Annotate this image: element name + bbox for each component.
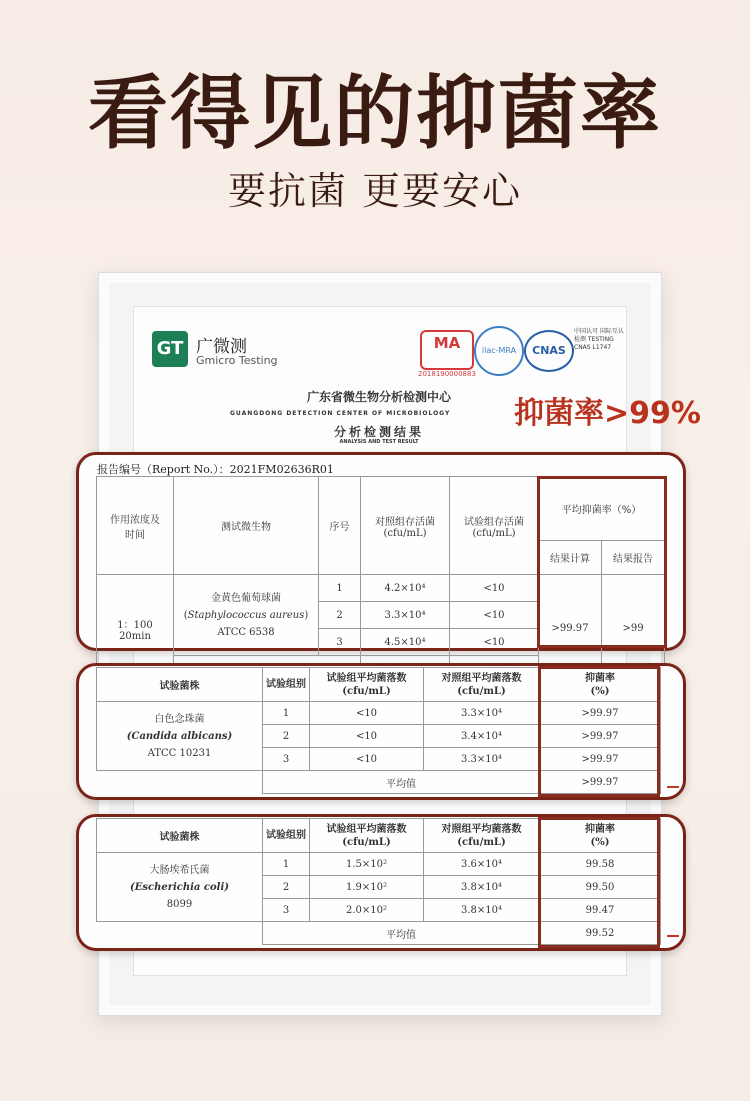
header-control-label: 对照组平均菌落数: [441, 823, 522, 835]
avg-rate: 99.52: [540, 922, 661, 945]
report-value: >99: [602, 575, 665, 683]
organism-cn: 金黄色葡萄球菌: [211, 592, 281, 604]
table-cell: 99.47: [540, 899, 661, 922]
logo-name-en: Gmicro Testing: [196, 354, 278, 367]
panel-staphylococcus: [76, 452, 686, 651]
organism-strain: 8099: [166, 898, 193, 910]
header-report: 结果报告: [602, 541, 665, 575]
header-control-unit: (cfu/mL): [457, 836, 506, 848]
header-rate-unit: (%): [590, 836, 610, 848]
table-cell: >99.97: [540, 748, 661, 771]
table-cell: 1: [263, 853, 310, 876]
organism-latin: (Escherichia coli): [130, 881, 229, 893]
header-control-unit: (cfu/mL): [383, 527, 427, 539]
panel-ecoli: [76, 814, 686, 951]
table-cell: 1: [319, 575, 361, 602]
table-cell: <10: [450, 602, 539, 629]
table-cell: >99.97: [540, 702, 661, 725]
table-cell: 2.0×10²: [310, 899, 424, 922]
header-strain: 试验菌株: [97, 668, 263, 702]
table-cell: 1: [263, 702, 310, 725]
header-rate-label: 抑菌率: [585, 823, 615, 835]
organism-cell: 金黄色葡萄球菌 (Staphylococcus aureus) ATCC 6538: [174, 575, 319, 656]
logo-name-cn: 广微测: [196, 337, 247, 357]
avg-label: 平均值: [263, 922, 540, 945]
header-test: [310, 819, 424, 853]
table-cell: 4.2×10⁴: [361, 575, 450, 602]
header-rate-unit: (%): [590, 685, 610, 697]
cma-number: 2018190000883: [418, 370, 476, 378]
hero-subtitle: 要抗菌 更要安心: [227, 169, 523, 213]
header-test-unit: (cfu/mL): [472, 527, 516, 539]
conc-value: 1：100: [117, 619, 153, 631]
cnas-text: 中国认可 国际互认 检测 TESTING CNAS L1747: [574, 328, 624, 351]
header-test-unit: (cfu/mL): [342, 685, 391, 697]
header-group: 试验组别: [263, 819, 310, 853]
header-test-label: 试验组存活菌: [464, 516, 524, 528]
inhibition-rate-callout: 抑菌率>99%: [514, 396, 701, 431]
time-value: 20min: [119, 630, 151, 642]
table-cell: 1.9×10²: [310, 876, 424, 899]
organism-cn: 白色念珠菌: [154, 713, 205, 725]
hero-title: 看得见的抑菌率: [88, 67, 662, 160]
header-control: [424, 819, 540, 853]
header-calc: 结果计算: [539, 541, 602, 575]
table-cell: 3: [263, 748, 310, 771]
header-rate-label: 抑菌率: [585, 672, 615, 684]
cnas-icon: CNAS: [524, 330, 574, 372]
table-cell: 3.8×10⁴: [424, 876, 540, 899]
header-control: [361, 477, 450, 575]
table-cell: [97, 922, 263, 945]
table-cell: 4.5×10⁴: [361, 629, 450, 656]
organism-cn: 大肠埃希氏菌: [149, 864, 210, 876]
header-control-label: 对照组存活菌: [375, 516, 435, 528]
table-cell: <10: [450, 575, 539, 602]
doc-subtitle-cn: 分析检测结果: [333, 425, 424, 439]
ilac-mra-icon: ilac-MRA: [474, 326, 524, 376]
header-test-label: 试验组平均菌落数: [326, 823, 407, 835]
doc-title-en: GUANGDONG DETECTION CENTER OF MICROBIOLOGY: [230, 410, 451, 417]
table-cell: 2: [319, 602, 361, 629]
header-test-label: 试验组平均菌落数: [326, 672, 407, 684]
table-cell: <10: [310, 748, 424, 771]
header-strain: 试验菌株: [97, 819, 263, 853]
table-cell: 2: [263, 725, 310, 748]
header-organism: 测试微生物: [174, 477, 319, 575]
report-number: 报告编号（Report No.）：2021FM02636R01: [97, 463, 334, 476]
gmicro-logo-icon: GT: [152, 331, 188, 367]
table-cell: [97, 771, 263, 794]
header-control-label: 对照组平均菌落数: [441, 672, 522, 684]
organism-strain: ATCC 6538: [217, 626, 275, 638]
side-mark: [667, 786, 679, 788]
header-test-unit: (cfu/mL): [342, 836, 391, 848]
organism-strain: ATCC 10231: [147, 747, 212, 759]
header-control-unit: (cfu/mL): [457, 685, 506, 697]
table-cell: 3: [319, 629, 361, 656]
organism-latin: Staphylococcus aureus: [187, 609, 305, 621]
header-avg-rate: 平均抑菌率（%）: [539, 477, 665, 541]
table-cell: <10: [310, 725, 424, 748]
table-cell: <10: [450, 629, 539, 656]
header-test: [450, 477, 539, 575]
avg-label: 平均值: [263, 771, 540, 794]
table-cell: 3: [263, 899, 310, 922]
organism-latin: (Candida albicans): [126, 730, 233, 742]
table-cell: 3.3×10⁴: [424, 702, 540, 725]
table-cell: 99.50: [540, 876, 661, 899]
table-cell: 3.8×10⁴: [424, 899, 540, 922]
header-test: [310, 668, 424, 702]
cma-seal-icon: MA: [420, 330, 474, 370]
calc-value: >99.97: [539, 575, 602, 683]
doc-title-cn: 广东省微生物分析检测中心: [306, 390, 451, 404]
header-control: [424, 668, 540, 702]
panel-candida: [76, 663, 686, 800]
organism-cell: [97, 853, 263, 922]
table-cell: 2: [263, 876, 310, 899]
table-cell: 3.3×10⁴: [361, 602, 450, 629]
table-cell: >99.97: [540, 725, 661, 748]
side-mark: [667, 935, 679, 937]
doc-subtitle-en: ANALYSIS AND TEST RESULT: [339, 439, 419, 445]
header-group: 试验组别: [263, 668, 310, 702]
avg-rate: >99.97: [540, 771, 661, 794]
rate-highlight: [538, 817, 660, 948]
table-cell: 3.6×10⁴: [424, 853, 540, 876]
rate-highlight: [538, 666, 660, 797]
header-conc: 作用浓度及时间: [97, 477, 174, 575]
table-cell: 1.5×10²: [310, 853, 424, 876]
avg-rate-highlight: [537, 476, 667, 648]
table-cell: 99.58: [540, 853, 661, 876]
table-cell: <10: [310, 702, 424, 725]
table-cell: 3.4×10⁴: [424, 725, 540, 748]
table-cell: 3.3×10⁴: [424, 748, 540, 771]
header-seq: 序号: [319, 477, 361, 575]
organism-cell: [97, 702, 263, 771]
